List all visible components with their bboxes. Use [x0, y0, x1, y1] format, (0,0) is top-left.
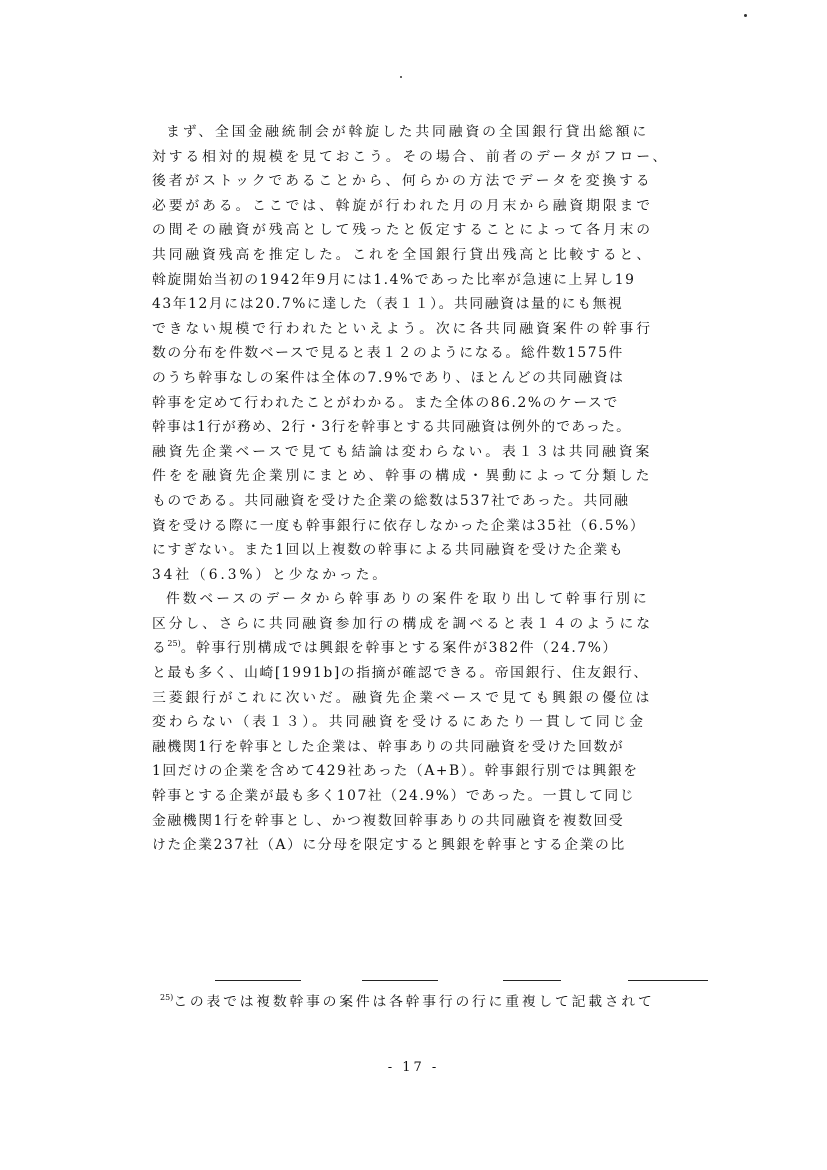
- text-line: 三菱銀行がこれに次いだ。融資先企業ベースで見ても興銀の優位は: [152, 689, 653, 706]
- text-line: 斡旋開始当初の1942年9月には1.4%であった比率が急速に上昇し19: [152, 271, 636, 288]
- text-line: 融資先企業ベースで見ても結論は変わらない。表１３は共同融資案: [152, 443, 653, 460]
- footnote-rule-segment: [362, 980, 438, 981]
- footnote-rule-segment: [628, 980, 708, 981]
- text-line: のうち幹事なしの案件は全体の7.9%であり、ほとんどの共同融資は: [152, 369, 625, 386]
- footnote: [160, 990, 720, 1014]
- text-line: 件数ベースのデータから幹事ありの案件を取り出して幹事行別に: [166, 591, 650, 608]
- text-line: 金融機関1行を幹事とし、かつ複数回幹事ありの共同融資を複数回受: [152, 812, 625, 829]
- text-line: の間その融資が残高として残ったと仮定することによって各月末の: [152, 222, 653, 239]
- text-line: 必要がある。ここでは、斡旋が行われた月の月末から融資期限まで: [152, 197, 653, 214]
- footnote-text: この表では複数幹事の案件は各幹事行の行に重複して記載されて: [173, 994, 655, 1010]
- text-line: できない規模で行われたといえよう。次に各共同融資案件の幹事行: [152, 320, 653, 337]
- text-line: 対する相対的規模を見ておこう。その場合、前者のデータがフロー、: [152, 148, 670, 165]
- text-line: 後者がストックであることから、何らかの方法でデータを変換する: [152, 173, 653, 190]
- text-line: けた企業237社（A）に分母を限定すると興銀を幹事とする企業の比: [152, 837, 626, 854]
- text-line: と最も多く、山崎[1991b]の指摘が確認できる。帝国銀行、住友銀行、: [152, 665, 649, 682]
- footnote-ref: 25): [167, 639, 181, 649]
- text-line: 融機関1行を幹事とした企業は、幹事ありの共同融資を受けた回数が: [152, 738, 625, 755]
- text-line: 幹事とする企業が最も多く107社（24.9%）であった。一貫して同じ: [152, 788, 636, 805]
- text-line: 34社（6.3%）と少なかった。: [152, 566, 389, 583]
- footnote-marker: 25): [160, 993, 174, 1002]
- text-line: 件をを融資先企業別にまとめ、幹事の構成・異動によって分類した: [152, 468, 653, 485]
- text-line: 変わらない（表１３）。共同融資を受けるにあたり一貫して同じ金: [152, 714, 647, 731]
- text-line: 数の分布を件数ベースで見ると表１２のようになる。総件数1575件: [152, 345, 624, 362]
- text-line: 幹事は1行が務め、2行・3行を幹事とする共同融資は例外的であった。: [152, 419, 632, 436]
- footnote-rule-segment: [503, 980, 561, 981]
- scan-speck: [744, 14, 747, 17]
- text-line: 資を受ける際に一度も幹事銀行に依存しなかった企業は35社（6.5%）: [152, 517, 646, 534]
- text-fragment: る: [152, 640, 168, 657]
- body-text: [152, 120, 700, 858]
- text-line: ものである。共同融資を受けた企業の総数は537社であった。共同融: [152, 492, 630, 509]
- text-line: 43年12月には20.7%に達した（表１１）。共同融資は量的にも無視: [152, 296, 624, 313]
- text-line: まず、全国金融統制会が斡旋した共同融資の全国銀行貸出総額に: [166, 124, 650, 140]
- footnote-separator: [215, 980, 715, 986]
- scan-speck: [400, 76, 402, 78]
- text-line: 幹事を定めて行われたことがわかる。また全体の86.2%のケースで: [152, 394, 619, 411]
- footnote-rule-segment: [215, 980, 301, 981]
- text-line: 1回だけの企業を含めて429社あった（A+B）。幹事銀行別では興銀を: [152, 763, 639, 780]
- text-line-with-footnote-ref: [152, 636, 700, 661]
- text-fragment: 。幹事行別構成では興銀を幹事とする案件が382件（24.7%）: [180, 640, 618, 657]
- text-line: 区分し、さらに共同融資参加行の構成を調べると表１４のようにな: [152, 615, 653, 632]
- page-number: - 17 -: [387, 1060, 440, 1075]
- text-line: 共同融資残高を推定した。これを全国銀行貸出残高と比較すると、: [152, 246, 653, 263]
- text-line: にすぎない。また1回以上複数の幹事による共同融資を受けた企業も: [152, 542, 625, 559]
